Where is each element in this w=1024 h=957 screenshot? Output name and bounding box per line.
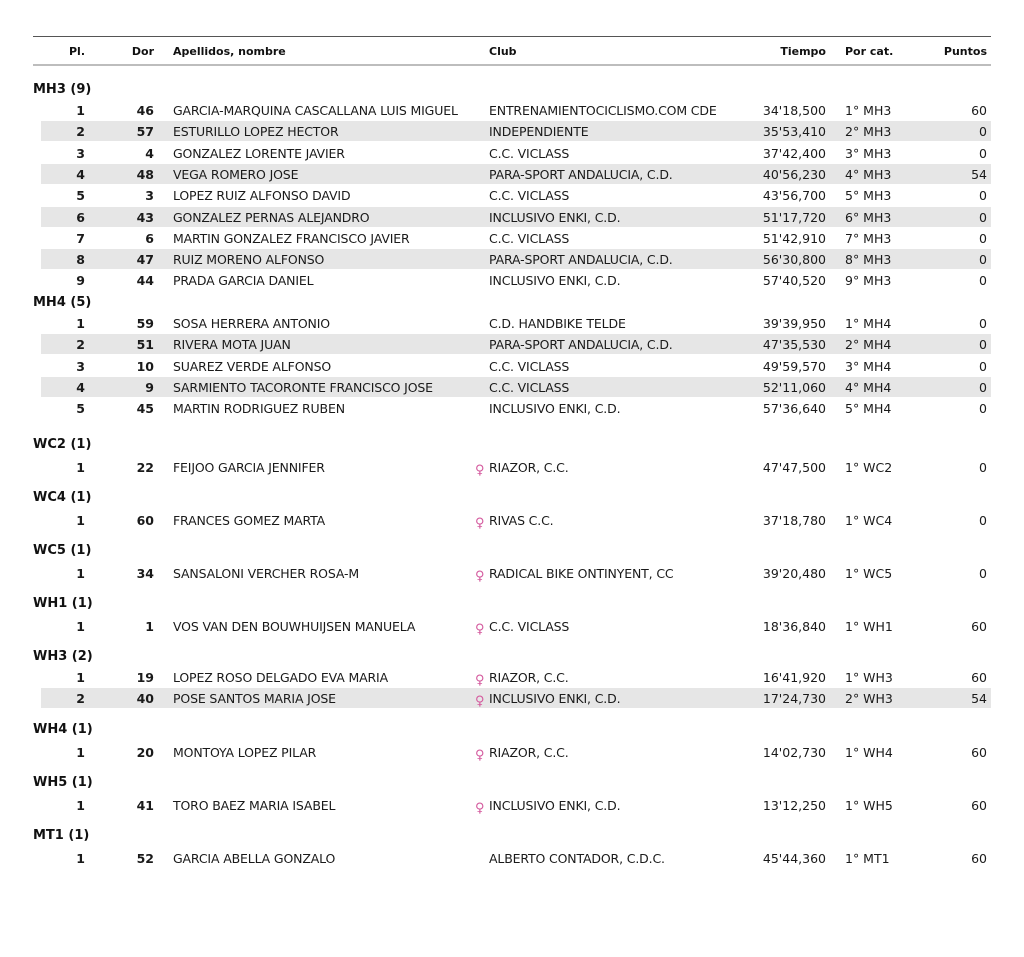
cell-time: 57'36,640 — [762, 401, 826, 417]
cell-name: TORO BAEZ MARIA ISABEL — [173, 798, 336, 813]
cell-pl: 7 — [76, 230, 85, 246]
cell-time: 37'18,780 — [762, 513, 826, 528]
cell-dor: 44 — [136, 273, 154, 289]
section-title: WC5 (1) — [33, 543, 92, 558]
cell-cat: 3° MH3 — [845, 145, 892, 161]
header-cat: Por cat. — [845, 45, 894, 58]
club-name: RADICAL BIKE ONTINYENT, CC — [489, 566, 674, 581]
female-icon: ♀ — [475, 673, 485, 688]
cell-cat: 4° MH3 — [845, 166, 892, 182]
cell-club — [475, 745, 569, 763]
table-row — [41, 228, 991, 248]
cell-pl: 1 — [76, 851, 85, 866]
cell-pl: 1 — [76, 670, 85, 685]
cell-club — [489, 401, 620, 416]
cell-name: LOPEZ ROSO DELGADO EVA MARIA — [173, 670, 388, 685]
cell-dor: 45 — [136, 401, 154, 417]
cell-dor: 10 — [136, 358, 154, 374]
table-row — [41, 688, 991, 708]
table-row — [41, 742, 991, 762]
cell-pts: 0 — [979, 230, 987, 246]
female-icon: ♀ — [475, 694, 485, 710]
cell-pts: 60 — [971, 745, 987, 760]
cell-name: GONZALEZ PERNAS ALEJANDRO — [173, 209, 370, 225]
cell-cat: 1° WH5 — [845, 798, 893, 813]
table-row — [41, 270, 991, 290]
cell-club — [489, 210, 620, 225]
cell-pl: 1 — [76, 745, 85, 760]
results-page — [33, 36, 991, 866]
cell-pl: 1 — [76, 566, 85, 581]
cell-cat: 5° MH3 — [845, 188, 892, 204]
club-name: C.C. VICLASS — [489, 379, 570, 395]
cell-pl: 3 — [76, 145, 85, 161]
cell-time: 51'42,910 — [762, 230, 826, 246]
cell-dor: 3 — [145, 188, 154, 204]
cell-club — [475, 619, 570, 637]
table-row — [41, 313, 991, 333]
cell-time: 17'24,730 — [762, 691, 826, 707]
cell-name: RIVERA MOTA JUAN — [173, 337, 291, 353]
cell-club — [489, 252, 673, 267]
table-row — [41, 143, 991, 163]
cell-time: 39'39,950 — [762, 316, 826, 331]
cell-time: 16'41,920 — [762, 670, 826, 685]
cell-time: 56'30,800 — [762, 252, 826, 268]
cell-pl: 2 — [76, 337, 85, 353]
cell-name: SANSALONI VERCHER ROSA-M — [173, 566, 360, 581]
cell-cat: 1° WH3 — [845, 670, 893, 685]
cell-club — [489, 188, 569, 203]
cell-dor: 48 — [136, 166, 154, 182]
club-name: C.C. VICLASS — [489, 619, 570, 634]
cell-club — [489, 146, 569, 161]
cell-club — [475, 670, 569, 688]
cell-club — [489, 316, 626, 331]
club-name: PARA-SPORT ANDALUCIA, C.D. — [489, 166, 673, 182]
cell-time: 45'44,360 — [762, 851, 826, 866]
cell-name: FEIJOO GARCIA JENNIFER — [173, 460, 325, 475]
cell-dor: 20 — [136, 745, 154, 760]
cell-time: 18'36,840 — [762, 619, 826, 634]
cell-pts: 0 — [979, 252, 987, 268]
cell-club — [475, 460, 569, 478]
cell-pts: 0 — [979, 379, 987, 395]
cell-time: 47'35,530 — [762, 337, 826, 353]
cell-name: MARTIN GONZALEZ FRANCISCO JAVIER — [173, 230, 410, 246]
club-name: ALBERTO CONTADOR, C.D.C. — [489, 851, 665, 866]
table-row — [41, 249, 991, 269]
cell-name: LOPEZ RUIZ ALFONSO DAVID — [173, 188, 351, 204]
cell-name: SARMIENTO TACORONTE FRANCISCO JOSE — [173, 379, 433, 395]
cell-dor: 59 — [136, 316, 154, 331]
club-name: ENTRENAMIENTOCICLISMO.COM CDE — [489, 103, 717, 118]
table-row — [41, 185, 991, 205]
club-name: C.C. VICLASS — [489, 358, 570, 374]
cell-cat: 1° MH3 — [845, 103, 892, 118]
cell-pts: 0 — [979, 460, 987, 475]
table-row — [41, 563, 991, 583]
club-name: INCLUSIVO ENKI, C.D. — [489, 209, 621, 225]
cell-cat: 1° WC2 — [845, 460, 893, 475]
cell-club — [489, 124, 589, 139]
cell-dor: 9 — [145, 379, 154, 395]
header-pl: Pl. — [68, 45, 85, 58]
club-name: INDEPENDIENTE — [489, 124, 589, 140]
cell-cat: 1° WC4 — [845, 513, 893, 528]
cell-dor: 43 — [136, 209, 154, 225]
cell-dor: 41 — [136, 798, 154, 813]
header-name: Apellidos, nombre — [173, 45, 286, 58]
club-name: INCLUSIVO ENKI, C.D. — [489, 691, 621, 707]
cell-cat: 1° MH4 — [845, 316, 892, 331]
cell-pts: 0 — [979, 145, 987, 161]
female-icon: ♀ — [475, 748, 485, 763]
table-row — [41, 667, 991, 687]
cell-pts: 0 — [979, 358, 987, 374]
section-title: MH4 (5) — [33, 295, 92, 310]
club-name: C.C. VICLASS — [489, 145, 570, 161]
female-icon: ♀ — [475, 801, 485, 816]
table-row — [41, 377, 991, 397]
cell-club — [489, 231, 569, 246]
header-time: Tiempo — [780, 45, 826, 58]
club-name: C.C. VICLASS — [489, 230, 570, 246]
cell-club — [489, 851, 665, 866]
cell-pl: 9 — [76, 273, 85, 289]
cell-cat: 2° MH4 — [845, 337, 892, 353]
cell-time: 13'12,250 — [762, 798, 826, 813]
female-icon: ♀ — [475, 622, 485, 637]
cell-time: 34'18,500 — [762, 103, 826, 118]
table-row — [41, 795, 991, 815]
club-name: INCLUSIVO ENKI, C.D. — [489, 798, 621, 813]
section-title: WH1 (1) — [33, 596, 93, 611]
cell-name: RUIZ MORENO ALFONSO — [173, 252, 325, 268]
section-title: WH5 (1) — [33, 775, 93, 790]
cell-dor: 51 — [136, 337, 154, 353]
cell-time: 57'40,520 — [762, 273, 826, 289]
cell-dor: 22 — [136, 460, 154, 475]
cell-pts: 60 — [971, 619, 987, 634]
cell-time: 52'11,060 — [762, 379, 826, 395]
cell-name: MONTOYA LOPEZ PILAR — [173, 745, 317, 760]
cell-time: 47'47,500 — [762, 460, 826, 475]
cell-pl: 1 — [76, 513, 85, 528]
cell-pts: 0 — [979, 124, 987, 140]
cell-club — [475, 798, 621, 816]
table-row — [41, 510, 991, 530]
cell-cat: 1° WH4 — [845, 745, 893, 760]
cell-club — [475, 691, 621, 710]
cell-club — [489, 359, 569, 374]
cell-pts: 0 — [979, 188, 987, 204]
cell-pl: 1 — [76, 316, 85, 331]
table-header — [33, 37, 991, 66]
club-name: RIAZOR, C.C. — [489, 745, 569, 760]
cell-name: SOSA HERRERA ANTONIO — [173, 316, 330, 331]
section-title: WH4 (1) — [33, 722, 93, 737]
cell-name: GARCIA ABELLA GONZALO — [173, 851, 336, 866]
table-row — [41, 121, 991, 141]
cell-name: FRANCES GOMEZ MARTA — [173, 513, 326, 528]
cell-pts: 0 — [979, 513, 987, 528]
table-row — [41, 334, 991, 354]
cell-dor: 57 — [136, 124, 154, 140]
cell-club — [489, 337, 673, 352]
cell-pts: 60 — [971, 670, 987, 685]
cell-cat: 4° MH4 — [845, 379, 892, 395]
cell-pts: 0 — [979, 566, 987, 581]
table-row — [41, 207, 991, 227]
table-row — [41, 848, 991, 868]
table-row — [41, 616, 991, 636]
section-title: WC4 (1) — [33, 490, 92, 505]
cell-pts: 60 — [971, 103, 987, 118]
cell-time: 14'02,730 — [762, 745, 826, 760]
table-row — [41, 457, 991, 477]
cell-dor: 1 — [145, 619, 154, 634]
club-name: PARA-SPORT ANDALUCIA, C.D. — [489, 337, 673, 353]
cell-pl: 1 — [76, 460, 85, 475]
cell-name: ESTURILLO LOPEZ HECTOR — [173, 124, 339, 140]
cell-dor: 6 — [145, 230, 154, 246]
cell-pts: 0 — [979, 209, 987, 225]
cell-dor: 34 — [136, 566, 154, 581]
cell-dor: 47 — [136, 252, 154, 268]
club-name: RIAZOR, C.C. — [489, 460, 569, 475]
cell-dor: 4 — [145, 145, 154, 161]
cell-time: 40'56,230 — [762, 166, 826, 182]
cell-pts: 0 — [979, 401, 987, 417]
cell-club — [475, 566, 674, 584]
cell-cat: 5° MH4 — [845, 401, 892, 417]
club-name: C.C. VICLASS — [489, 188, 570, 204]
cell-pts: 0 — [979, 273, 987, 289]
cell-club — [489, 273, 620, 288]
club-name: INCLUSIVO ENKI, C.D. — [489, 273, 621, 289]
female-icon: ♀ — [475, 463, 485, 478]
cell-name: VOS VAN DEN BOUWHUIJSEN MANUELA — [173, 619, 416, 634]
cell-dor: 60 — [136, 513, 154, 528]
cell-cat: 6° MH3 — [845, 209, 892, 225]
cell-dor: 52 — [136, 851, 154, 866]
club-name: C.D. HANDBIKE TELDE — [489, 316, 626, 331]
cell-club — [489, 103, 717, 118]
cell-pl: 1 — [76, 103, 85, 118]
header-dor: Dor — [131, 45, 154, 58]
cell-name: GONZALEZ LORENTE JAVIER — [173, 145, 345, 161]
cell-name: VEGA ROMERO JOSE — [173, 166, 299, 182]
cell-time: 35'53,410 — [762, 124, 826, 140]
section-title: WH3 (2) — [33, 649, 93, 664]
club-name: INCLUSIVO ENKI, C.D. — [489, 401, 621, 417]
cell-pts: 60 — [971, 851, 987, 866]
cell-cat: 9° MH3 — [845, 273, 892, 289]
cell-pts: 54 — [971, 166, 987, 182]
cell-cat: 7° MH3 — [845, 230, 892, 246]
table-row — [41, 398, 991, 418]
cell-pts: 60 — [971, 798, 987, 813]
header-club: Club — [489, 45, 517, 58]
section-title: WC2 (1) — [33, 437, 92, 452]
cell-dor: 46 — [136, 103, 154, 118]
cell-cat: 1° MT1 — [845, 851, 890, 866]
cell-pl: 3 — [76, 358, 85, 374]
table-row — [41, 164, 991, 184]
table-row — [41, 100, 991, 120]
cell-name: GARCIA-MARQUINA CASCALLANA LUIS MIGUEL — [173, 103, 458, 118]
cell-name: PRADA GARCIA DANIEL — [173, 273, 314, 289]
cell-pl: 4 — [76, 379, 85, 395]
cell-club — [489, 380, 569, 395]
cell-time: 43'56,700 — [762, 188, 826, 204]
cell-cat: 3° MH4 — [845, 358, 892, 374]
club-name: RIAZOR, C.C. — [489, 670, 569, 685]
cell-time: 39'20,480 — [762, 566, 826, 581]
cell-cat: 2° WH3 — [845, 691, 893, 707]
cell-pl: 6 — [76, 209, 85, 225]
cell-pts: 0 — [979, 316, 987, 331]
club-name: RIVAS C.C. — [489, 513, 554, 528]
female-icon: ♀ — [475, 516, 485, 531]
cell-pl: 8 — [76, 252, 85, 268]
cell-pts: 0 — [979, 337, 987, 353]
cell-cat: 1° WH1 — [845, 619, 893, 634]
cell-pl: 1 — [76, 619, 85, 634]
cell-name: POSE SANTOS MARIA JOSE — [173, 691, 336, 707]
cell-dor: 40 — [136, 691, 154, 707]
cell-time: 37'42,400 — [762, 145, 826, 161]
cell-name: MARTIN RODRIGUEZ RUBEN — [173, 401, 345, 417]
cell-cat: 8° MH3 — [845, 252, 892, 268]
club-name: PARA-SPORT ANDALUCIA, C.D. — [489, 252, 673, 268]
table-row — [41, 356, 991, 376]
section-title: MH3 (9) — [33, 82, 92, 97]
cell-time: 49'59,570 — [762, 358, 826, 374]
cell-club — [489, 167, 673, 182]
cell-pl: 5 — [76, 401, 85, 417]
cell-pl: 5 — [76, 188, 85, 204]
cell-pl: 1 — [76, 798, 85, 813]
cell-cat: 2° MH3 — [845, 124, 892, 140]
female-icon: ♀ — [475, 569, 485, 584]
cell-pl: 4 — [76, 166, 85, 182]
cell-club — [475, 513, 554, 531]
cell-name: SUAREZ VERDE ALFONSO — [173, 358, 332, 374]
cell-pts: 54 — [971, 691, 987, 707]
cell-pl: 2 — [76, 691, 85, 707]
header-pts: Puntos — [943, 45, 987, 58]
section-title: MT1 (1) — [33, 828, 90, 843]
cell-dor: 19 — [136, 670, 154, 685]
cell-cat: 1° WC5 — [845, 566, 893, 581]
cell-time: 51'17,720 — [762, 209, 826, 225]
cell-pl: 2 — [76, 124, 85, 140]
